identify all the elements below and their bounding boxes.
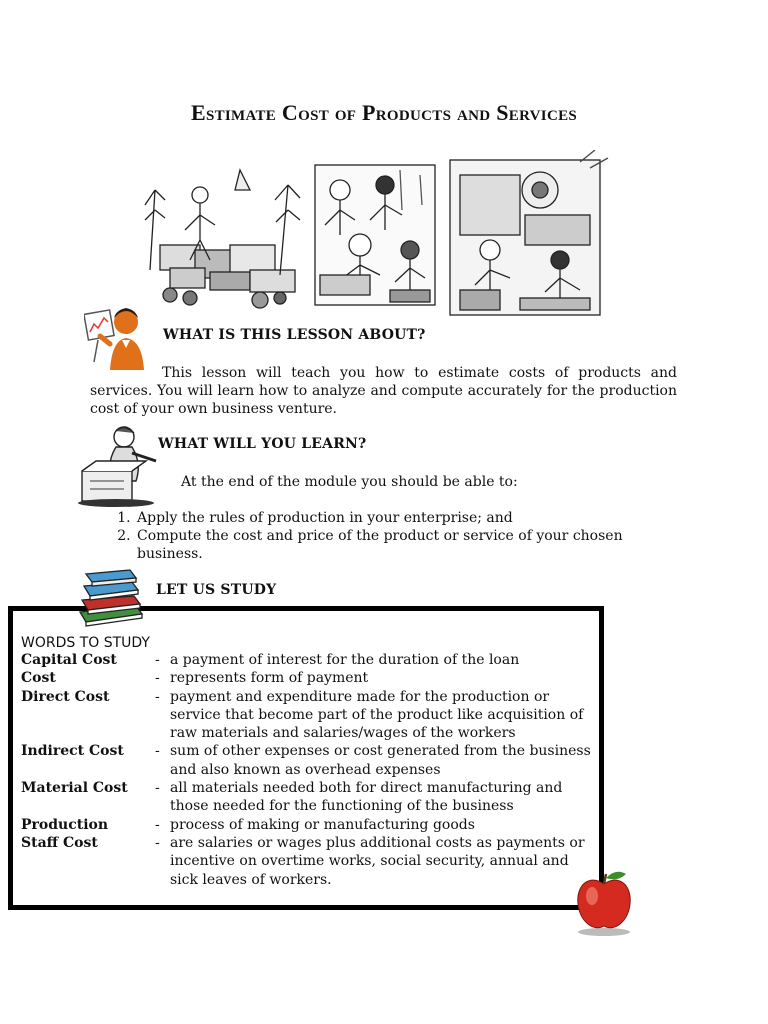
apple-icon — [572, 866, 636, 938]
farm-scene — [145, 170, 300, 308]
term-definition: process of making or manufacturing goods — [170, 816, 475, 833]
list-item: Cost - represents form of payment — [21, 669, 599, 687]
term-label: Indirect Cost — [21, 743, 124, 760]
terms-list — [21, 651, 599, 889]
list-item: Material Cost - all materials needed both for direct manufacturing and those needed for the functioning of the business — [21, 779, 599, 816]
words-to-study-box — [8, 606, 604, 910]
term-definition: a payment of interest for the duration of the loan — [170, 652, 520, 668]
list-item: Direct Cost - payment and expenditure made for the production or service that become part of the product like acquisition of raw materials and salaries/wages of the workers — [21, 688, 599, 743]
term-definition: are salaries or wages plus additional costs as payments or incentive on overtime works, social security, annual and sick leaves of workers. — [170, 834, 585, 888]
term-label: Cost — [21, 670, 56, 687]
list-item: 2. Compute the cost and price of the product or service of your chosen business. — [135, 527, 650, 563]
market-scene — [315, 165, 435, 305]
factory-scene — [450, 150, 608, 315]
production-illustration — [140, 150, 610, 325]
lesson-about-text: This lesson will teach you how to estimate costs of products and services. You will learn how to analyze and compute accurately for the production cost of your own business venture. — [90, 365, 677, 417]
words-to-study-title: WORDS TO STUDY — [21, 635, 150, 651]
term-definition: all materials needed both for direct manufacturing and those needed for the functioning of the business — [170, 780, 563, 815]
term-label: Capital Cost — [21, 652, 117, 668]
will-learn-intro: At the end of the module you should be able to: — [181, 474, 518, 490]
page-title: Estimate Cost of Products and Services — [190, 100, 578, 125]
term-label: Production — [21, 816, 109, 833]
list-item: Capital Cost - a payment of interest for the duration of the loan — [21, 651, 599, 669]
term-definition: payment and expenditure made for the production or service that become part of the product like acquisition of raw materials and salaries/wages of the workers — [170, 688, 584, 742]
term-label: Material Cost — [21, 780, 128, 797]
term-definition: represents form of payment — [170, 670, 369, 687]
list-item: Production - process of making or manufacturing goods — [21, 816, 599, 834]
student-icon — [76, 423, 162, 509]
list-item: 1. Apply the rules of production in your enterprise; and — [135, 509, 650, 527]
let-us-study-heading: LET US STUDY — [156, 582, 277, 598]
learning-goals-list — [90, 509, 650, 563]
teacher-icon — [84, 302, 150, 372]
lesson-about-heading: WHAT IS THIS LESSON ABOUT? — [163, 327, 426, 343]
term-label: Direct Cost — [21, 688, 110, 705]
list-item: Staff Cost - are salaries or wages plus additional costs as payments or incentive on overtime works, social security, annual and sick leaves of workers. — [21, 834, 599, 889]
will-learn-heading: WHAT WILL YOU LEARN? — [158, 436, 367, 452]
term-definition: sum of other expenses or cost generated from the business and also known as overhead expenses — [170, 743, 591, 778]
term-label: Staff Cost — [21, 834, 98, 851]
list-item: Indirect Cost - sum of other expenses or cost generated from the business and also known as overhead expenses — [21, 742, 599, 779]
books-icon — [76, 566, 148, 628]
